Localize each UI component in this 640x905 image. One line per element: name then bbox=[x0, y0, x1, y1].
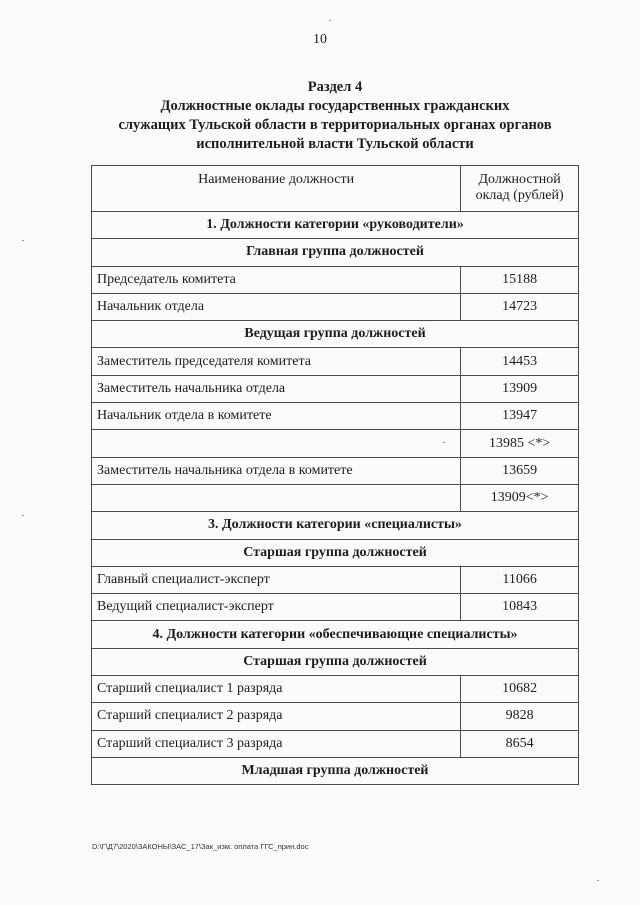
table-row bbox=[92, 430, 579, 457]
category-heading: 3. Должности категории «специалисты» bbox=[92, 512, 579, 539]
position-name: Заместитель начальника отдела в комитете bbox=[92, 457, 461, 484]
category-row bbox=[92, 512, 579, 539]
position-name: Ведущий специалист-эксперт bbox=[92, 594, 461, 621]
group-heading: Ведущая группа должностей bbox=[92, 321, 579, 348]
position-salary: 13909<*> bbox=[461, 484, 579, 511]
position-salary: 10682 bbox=[461, 676, 579, 703]
group-heading: Старшая группа должностей bbox=[92, 648, 579, 675]
position-salary: 13909 bbox=[461, 375, 579, 402]
position-name: Заместитель начальника отдела bbox=[92, 375, 461, 402]
section-subtitle-line-3: исполнительной власти Тульской области bbox=[196, 136, 474, 152]
header-salary: Должностной оклад (рублей) bbox=[461, 166, 579, 212]
table-row bbox=[92, 403, 579, 430]
section-title: Раздел 4 bbox=[307, 79, 363, 95]
table-row bbox=[92, 594, 579, 621]
scan-speck bbox=[22, 515, 24, 516]
table-header-row bbox=[92, 166, 579, 212]
position-name: Начальник отдела bbox=[92, 293, 461, 320]
table-row bbox=[92, 676, 579, 703]
page-number: 10 bbox=[313, 32, 327, 47]
table-row bbox=[92, 566, 579, 593]
position-name bbox=[92, 484, 461, 511]
section-heading bbox=[80, 78, 590, 154]
scan-speck bbox=[443, 442, 445, 443]
section-subtitle-line-1: Должностные оклады государственных гражданских bbox=[160, 98, 510, 114]
group-row bbox=[92, 321, 579, 348]
table-row bbox=[92, 293, 579, 320]
table-row bbox=[92, 266, 579, 293]
position-salary: 13985 <*> bbox=[461, 430, 579, 457]
scan-speck bbox=[597, 880, 599, 881]
position-name: Начальник отдела в комитете bbox=[92, 403, 461, 430]
position-name: Главный специалист-эксперт bbox=[92, 566, 461, 593]
position-name: Старший специалист 1 разряда bbox=[92, 676, 461, 703]
section-subtitle-line-2: служащих Тульской области в территориальных органах органов bbox=[118, 117, 552, 133]
scan-speck bbox=[329, 20, 331, 21]
table-row bbox=[92, 457, 579, 484]
group-heading: Старшая группа должностей bbox=[92, 539, 579, 566]
table-row bbox=[92, 730, 579, 757]
position-name: Старший специалист 2 разряда bbox=[92, 703, 461, 730]
position-salary: 11066 bbox=[461, 566, 579, 593]
group-row bbox=[92, 539, 579, 566]
group-row bbox=[92, 239, 579, 266]
category-row bbox=[92, 212, 579, 239]
salary-table bbox=[91, 165, 579, 785]
group-row bbox=[92, 648, 579, 675]
table-row bbox=[92, 703, 579, 730]
position-salary: 8654 bbox=[461, 730, 579, 757]
position-name: Председатель комитета bbox=[92, 266, 461, 293]
table-row bbox=[92, 375, 579, 402]
category-heading: 4. Должности категории «обеспечивающие специалисты» bbox=[92, 621, 579, 648]
file-path-footer: D:\Г\Д7\2020\ЗАКОНЫ\ЗАС_17\Зак_изм. оплата ГГС_прин.doc bbox=[92, 842, 309, 851]
table-row bbox=[92, 484, 579, 511]
position-salary: 10843 bbox=[461, 594, 579, 621]
position-salary: 15188 bbox=[461, 266, 579, 293]
position-salary: 14723 bbox=[461, 293, 579, 320]
position-salary: 13659 bbox=[461, 457, 579, 484]
group-row bbox=[92, 757, 579, 784]
group-heading: Младшая группа должностей bbox=[92, 757, 579, 784]
position-salary: 13947 bbox=[461, 403, 579, 430]
table-row bbox=[92, 348, 579, 375]
category-row bbox=[92, 621, 579, 648]
category-heading: 1. Должности категории «руководители» bbox=[92, 212, 579, 239]
group-heading: Главная группа должностей bbox=[92, 239, 579, 266]
position-salary: 14453 bbox=[461, 348, 579, 375]
position-salary: 9828 bbox=[461, 703, 579, 730]
position-name: Заместитель председателя комитета bbox=[92, 348, 461, 375]
position-name bbox=[92, 430, 461, 457]
scan-speck bbox=[22, 240, 24, 241]
position-name: Старший специалист 3 разряда bbox=[92, 730, 461, 757]
header-position-name: Наименование должности bbox=[92, 166, 461, 212]
